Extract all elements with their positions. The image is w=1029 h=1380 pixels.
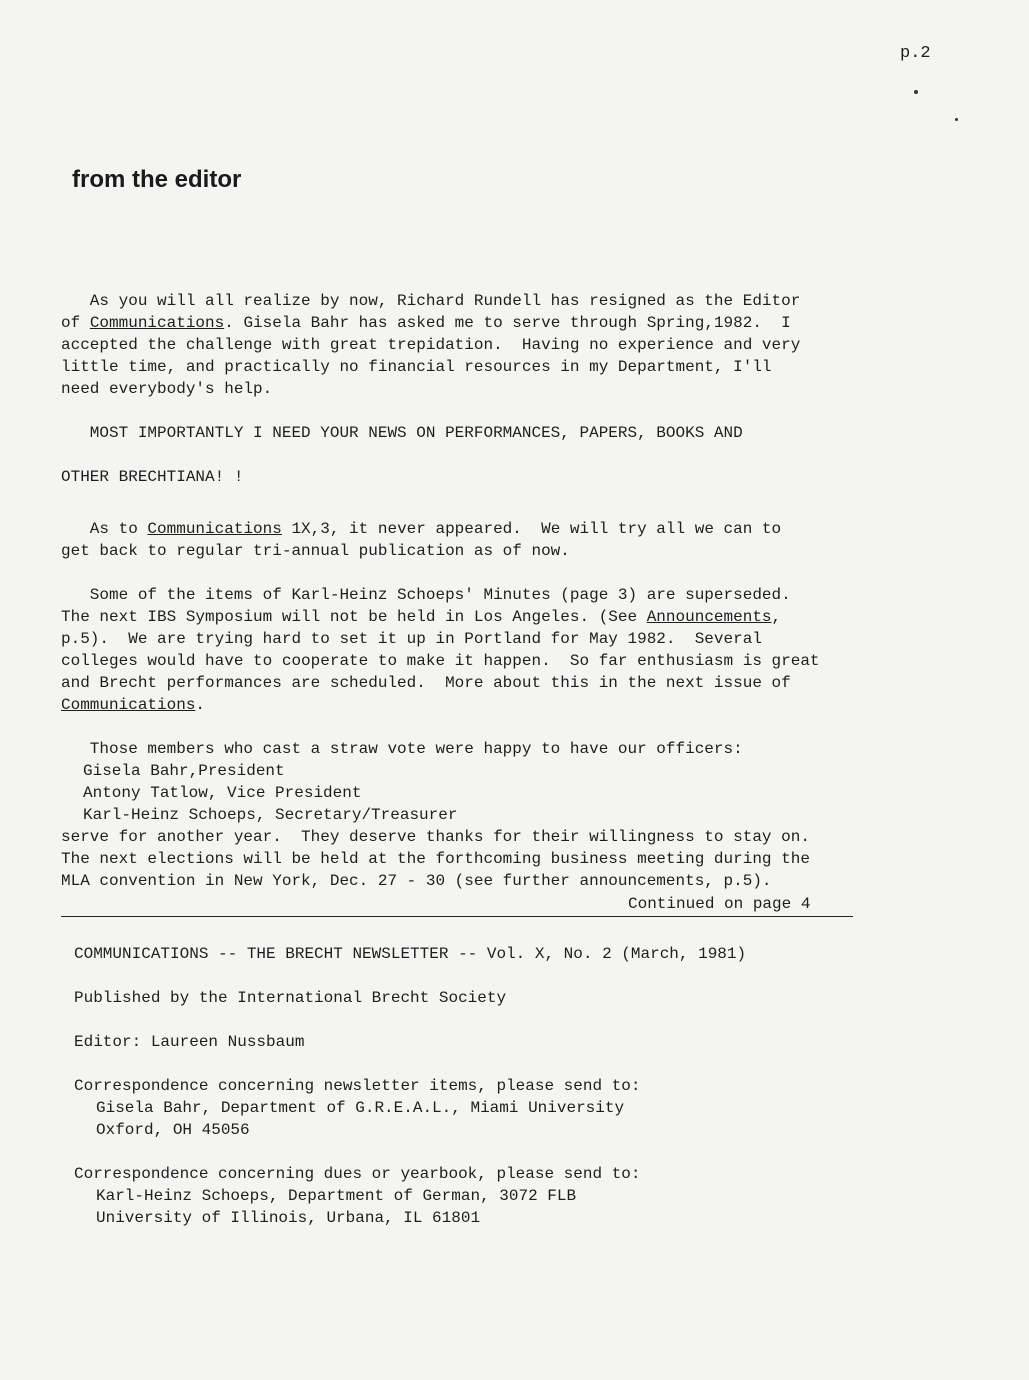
- text-line: need everybody's help.: [61, 380, 273, 398]
- editor-credit: Editor: Laureen Nussbaum: [74, 1033, 305, 1051]
- text-line: serve for another year. They deserve thanks for their willingness to stay on.: [61, 828, 810, 846]
- masthead-block: [74, 943, 746, 1229]
- publication-title: Communications: [147, 520, 282, 538]
- text-line: little time, and practically no financial resources in my Department, I'll: [61, 358, 772, 376]
- text-line: As you will all realize by now, Richard Rundell has resigned as the Editor: [61, 292, 801, 310]
- officer-line: Antony Tatlow, Vice President: [83, 784, 362, 802]
- publisher: Published by the International Brecht Society: [74, 989, 507, 1007]
- text-line: MLA convention in New York, Dec. 27 - 30 (see further announcements, p.5).: [61, 872, 772, 890]
- text-line: OTHER BRECHTIANA! !: [61, 468, 244, 486]
- editor-letter: [61, 290, 961, 892]
- text-line: Some of the items of Karl-Heinz Schoeps' Minutes (page 3) are superseded.: [61, 586, 791, 604]
- address-line: Karl-Heinz Schoeps, Department of German, 3072 FLB: [96, 1187, 577, 1205]
- divider: [61, 916, 853, 917]
- speck-mark: [914, 90, 918, 94]
- publication-title: Communications: [61, 696, 196, 714]
- address-line: Oxford, OH 45056: [96, 1121, 250, 1139]
- masthead: COMMUNICATIONS -- THE BRECHT NEWSLETTER -- Vol. X, No. 2 (March, 1981): [74, 945, 747, 963]
- speck-mark: [955, 118, 958, 121]
- text-line: get back to regular tri-annual publication as of now.: [61, 542, 570, 560]
- publication-title: Communications: [89, 314, 225, 332]
- text-line: and Brecht performances are scheduled. More about this in the next issue of: [61, 674, 791, 692]
- text-line: Those members who cast a straw vote were happy to have our officers:: [61, 740, 743, 758]
- section-heading: from the editor: [72, 166, 242, 193]
- text-line: The next IBS Symposium will not be held in Los Angeles. (See Announcements,: [61, 608, 782, 626]
- continued-note: Continued on page 4: [628, 895, 811, 913]
- text-line: MOST IMPORTANTLY I NEED YOUR NEWS ON PERFORMANCES, PAPERS, BOOKS AND: [61, 424, 743, 442]
- correspondence-label: Correspondence concerning newsletter items, please send to:: [74, 1077, 641, 1095]
- officer-line: Gisela Bahr,President: [83, 762, 285, 780]
- address-line: Gisela Bahr, Department of G.R.E.A.L., Miami University: [96, 1099, 625, 1117]
- text-line: p.5). We are trying hard to set it up in Portland for May 1982. Several: [61, 630, 762, 648]
- text-line: accepted the challenge with great trepidation. Having no experience and very: [61, 336, 801, 354]
- announcements-reference: Announcements: [646, 608, 772, 626]
- text-line: colleges would have to cooperate to make it happen. So far enthusiasm is great: [61, 652, 820, 670]
- address-line: University of Illinois, Urbana, IL 61801: [96, 1209, 481, 1227]
- text-line: of Communications. Gisela Bahr has asked me to serve through Spring,1982. I: [61, 314, 791, 332]
- text-line: Communications.: [61, 696, 206, 714]
- correspondence-label: Correspondence concerning dues or yearbook, please send to:: [74, 1165, 641, 1183]
- text-line: The next elections will be held at the forthcoming business meeting during the: [61, 850, 810, 868]
- text-line: As to Communications 1X,3, it never appeared. We will try all we can to: [61, 520, 782, 538]
- officer-line: Karl-Heinz Schoeps, Secretary/Treasurer: [83, 806, 458, 824]
- page-number: p.2: [900, 44, 931, 63]
